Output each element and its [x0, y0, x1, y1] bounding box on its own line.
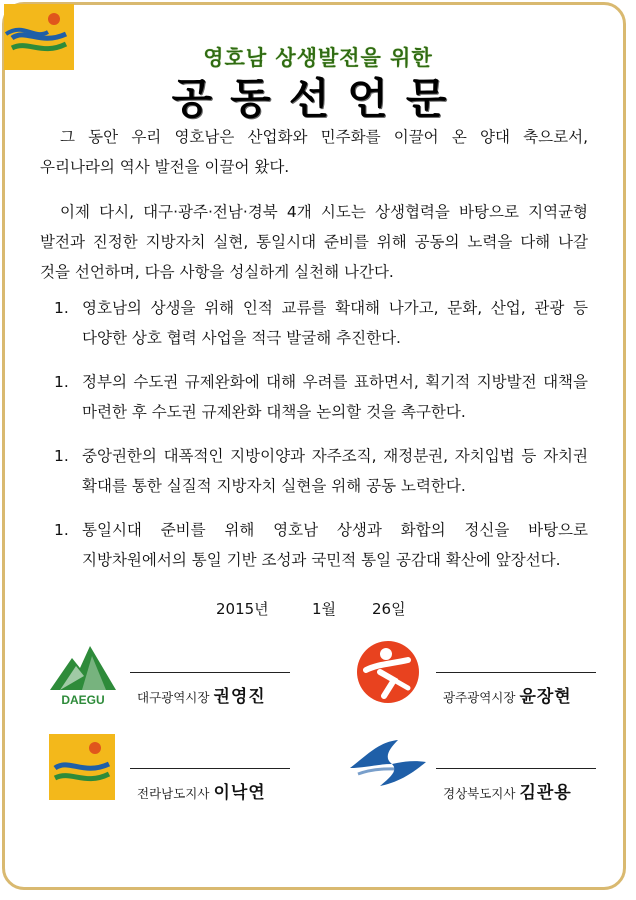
signatory-gyeongbuk — [443, 778, 572, 803]
signature-line — [130, 672, 290, 673]
signatory-title: 경상북도지사 — [443, 786, 516, 801]
pledge-item — [40, 441, 588, 501]
pledge-number: 1. — [54, 447, 69, 465]
intro-paragraph: 그 동안 우리 영호남은 산업화와 민주화를 이끌어 온 양대 축으로서, 우리나라의 역사 발전을 이끌어 왔다. — [40, 128, 588, 176]
pledge-item — [40, 367, 588, 427]
signatory-name: 김관용 — [519, 783, 572, 803]
signature-line — [436, 768, 596, 769]
signature-line — [130, 768, 290, 769]
pledge-text: 정부의 수도권 규제완화에 대해 우려를 표하면서, 획기적 지방발전 대책을 마련한 후 수도권 규제완화 대책을 논의할 것을 촉구한다. — [82, 373, 588, 421]
gwangju-logo-icon — [356, 640, 420, 704]
pledge-list — [40, 293, 588, 589]
pledge-text: 통일시대 준비를 위해 영호남 상생과 화합의 정신을 바탕으로 지방차원에서의 통일 기반 조성과 국민적 통일 공감대 확산에 앞장선다. — [82, 521, 588, 569]
signatory-title: 전라남도지사 — [137, 786, 210, 801]
signatory-gwangju — [443, 682, 572, 707]
pledge-item — [40, 293, 588, 353]
declaration-subtitle: 영호남 상생발전을 위한 — [203, 46, 433, 70]
declaration-paragraph: 이제 다시, 대구·광주·전남·경북 4개 시도는 상생협력을 바탕으로 지역균형 발전과 진정한 지방자치 실현, 통일시대 준비를 위해 공동의 노력을 다해 나갈 것을 선언하며, 다음 사항을 성실하게 실천해 나간다. — [40, 203, 588, 281]
signatory-name: 권영진 — [213, 687, 266, 707]
signatory-daegu — [137, 682, 266, 707]
signatory-title: 광주광역시장 — [443, 690, 516, 705]
daegu-logo-text: DAEGU — [61, 693, 105, 707]
daegu-logo-icon — [46, 640, 120, 708]
date-day: 26일 — [372, 600, 406, 618]
signatory-name: 윤장현 — [519, 687, 572, 707]
pledge-number: 1. — [54, 373, 69, 391]
signature-line — [436, 672, 596, 673]
jeonnam-logo-icon — [49, 734, 115, 800]
signatory-name: 이낙연 — [213, 783, 266, 803]
signatory-title: 대구광역시장 — [137, 690, 210, 705]
pledge-text: 중앙권한의 대폭적인 지방이양과 자주조직, 재정분권, 자치입법 등 자치권 확대를 통한 실질적 지방자치 실현을 위해 공동 노력한다. — [82, 447, 588, 495]
date-month: 1월 — [312, 600, 337, 618]
date-year: 2015년 — [216, 600, 269, 618]
pledge-item — [40, 515, 588, 575]
pledge-number: 1. — [54, 299, 69, 317]
pledge-text: 영호남의 상생을 위해 인적 교류를 확대해 나가고, 문화, 산업, 관광 등 다양한 상호 협력 사업을 적극 발굴해 추진한다. — [82, 299, 588, 347]
declaration-title: 공동선언문 — [171, 74, 465, 123]
signatory-jeonnam — [137, 778, 266, 803]
gyeongbuk-logo-icon — [348, 738, 428, 790]
pledge-number: 1. — [54, 521, 69, 539]
